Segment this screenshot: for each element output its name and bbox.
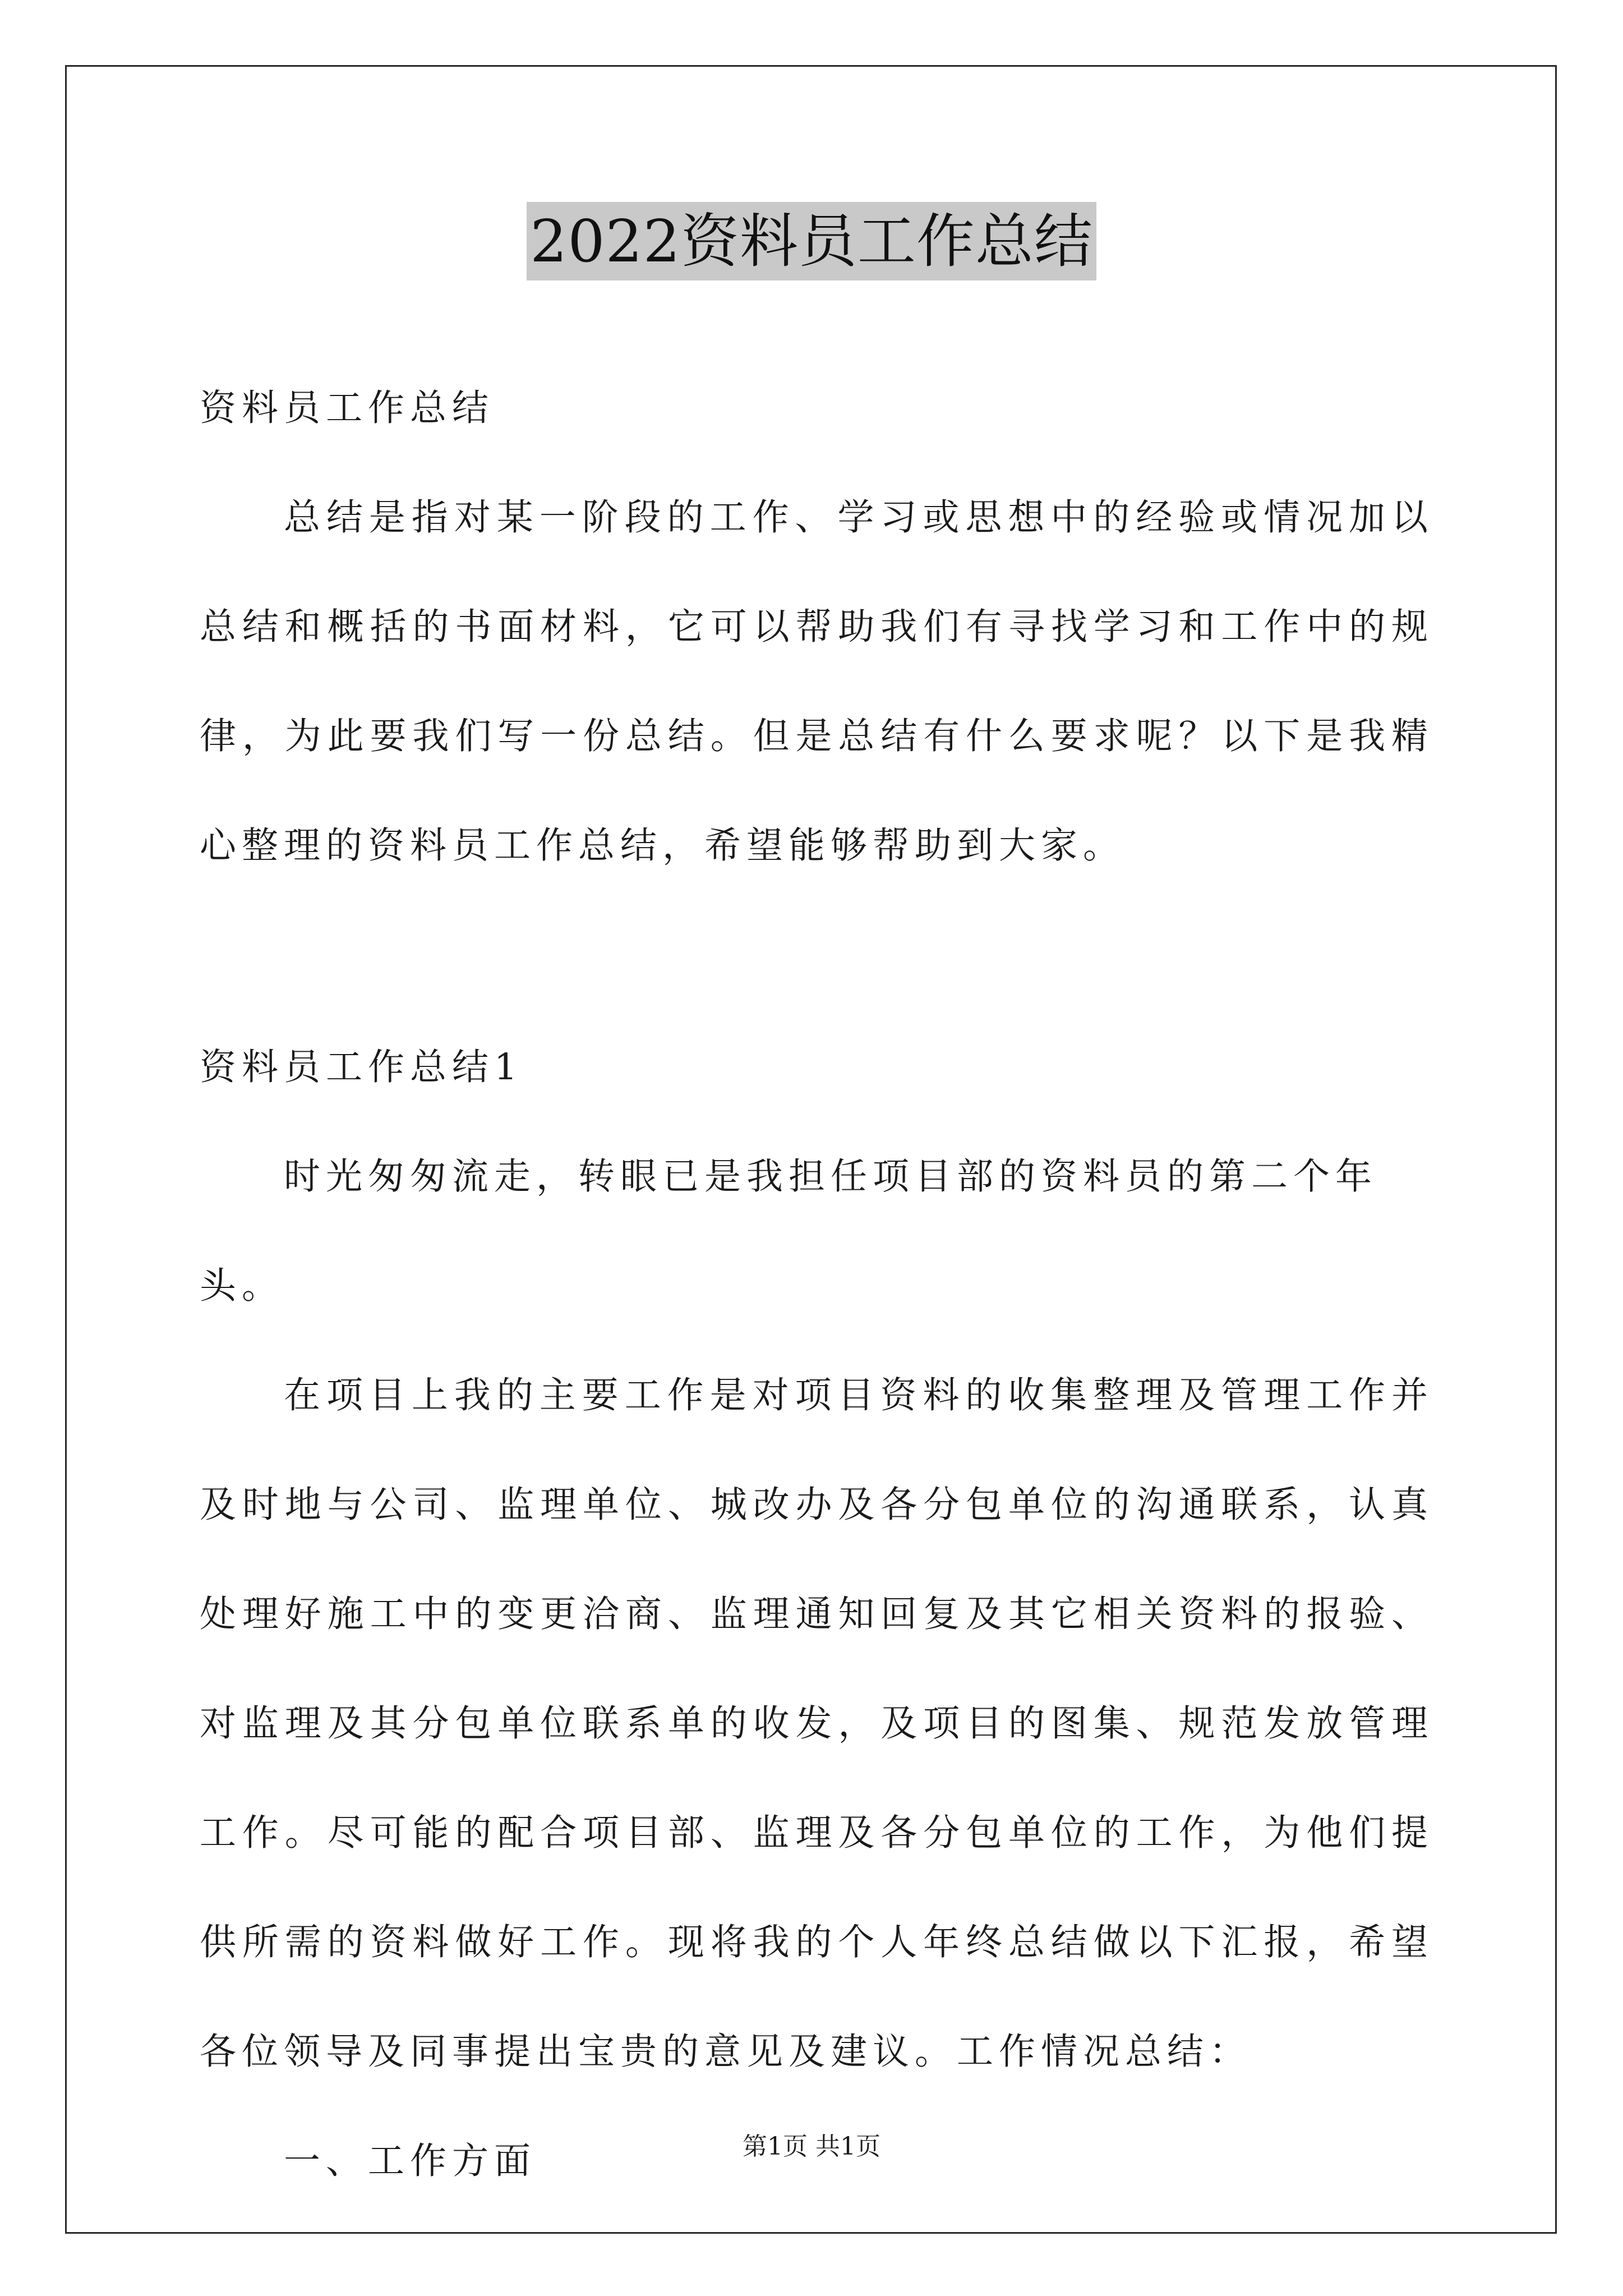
document-body xyxy=(200,353,1433,2216)
spacer xyxy=(200,900,1433,1013)
paragraph-2: 在项目上我的主要工作是对项目资料的收集整理及管理工作并及时地与公司、监理单位、城改办及各分包单位的沟通联系，认真处理好施工中的变更洽商、监理通知回复及其它相关资料的报验、对监理及其分包单位联系单的收发，及项目的图集、规范发放管理工作。尽可能的配合项目部、监理及各分包单位的工作，为他们提供所需的资料做好工作。现将我的个人年终总结做以下汇报，希望各位领导及同事提出宝贵的意见及建议。工作情况总结： xyxy=(200,1374,1433,2073)
document-title: 2022资料员工作总结 xyxy=(527,202,1096,280)
page-footer: 第1页 共1页 xyxy=(743,2132,880,2161)
paragraph-1: 时光匆匆流走，转眼已是我担任项目部的资料员的第二个年头。 xyxy=(200,1156,1378,1307)
intro-paragraph: 总结是指对某一阶段的工作、学习或思想中的经验或情况加以总结和概括的书面材料，它可以帮助我们有寻找学习和工作中的规律，为此要我们写一份总结。但是总结有什么要求呢？以下是我精心整理的资料员工作总结，希望能够帮助到大家。 xyxy=(200,496,1433,867)
title-wrap xyxy=(0,202,1623,280)
section-heading: 资料员工作总结 xyxy=(200,387,495,429)
subsection-heading: 一、工作方面 xyxy=(284,2140,537,2182)
section-heading-1: 资料员工作总结1 xyxy=(200,1046,523,1088)
